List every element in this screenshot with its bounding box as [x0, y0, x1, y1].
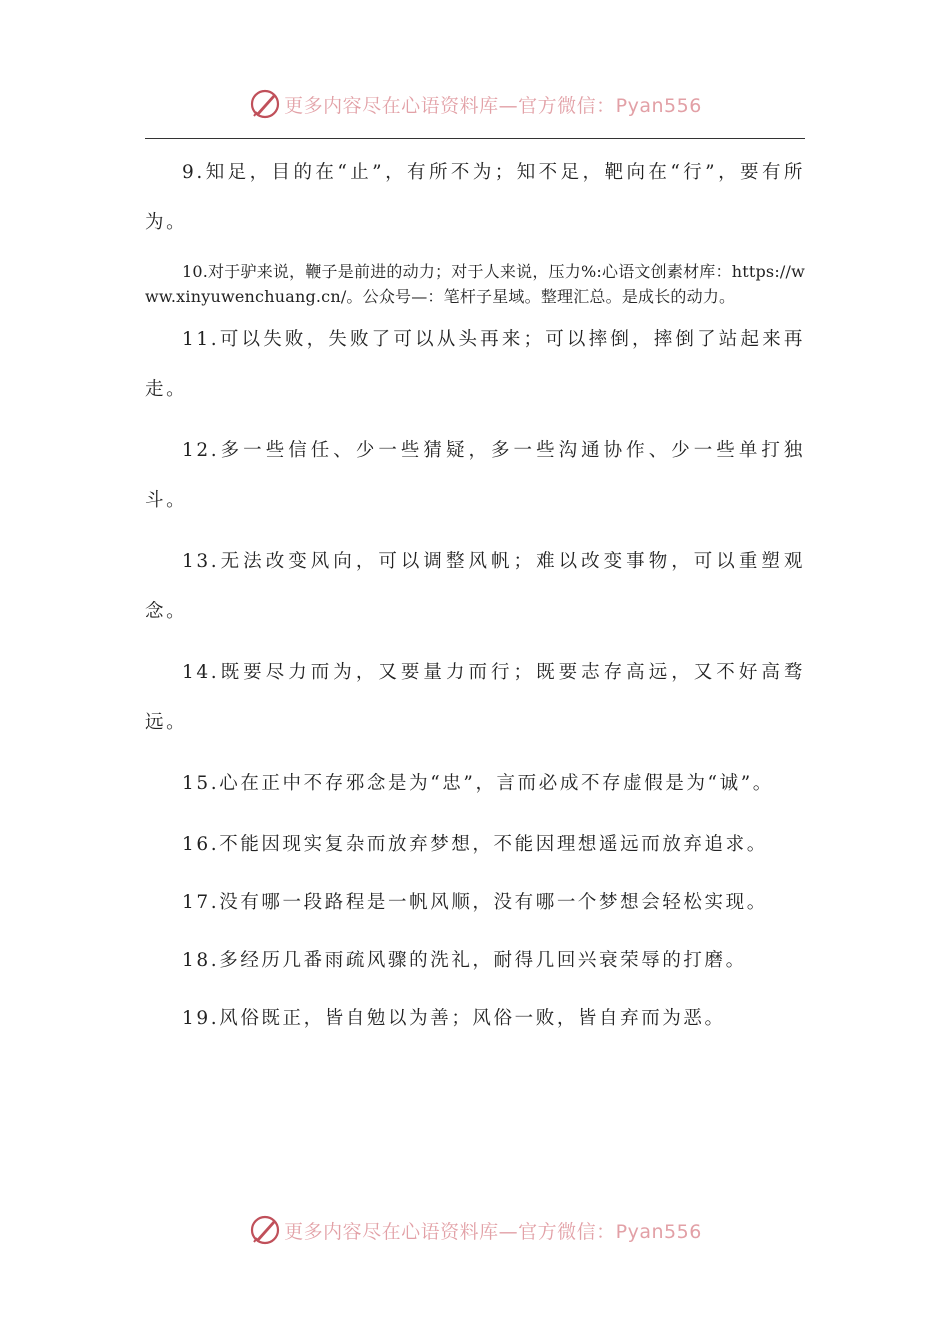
list-item: 11.可以失败，失败了可以从头再来；可以摔倒，摔倒了站起来再走。	[145, 329, 805, 400]
list-item: 16.不能因现实复杂而放弃梦想，不能因理想遥远而放弃追求。	[182, 834, 768, 855]
list-item: 17.没有哪一段路程是一帆风顺，没有哪一个梦想会轻松实现。	[182, 892, 768, 913]
quill-logo-icon	[248, 87, 282, 121]
header-banner	[0, 84, 950, 124]
list-item: 15.心在正中不存邪念是为“忠”，言而必成不存虚假是为“诚”。	[182, 773, 774, 794]
list-item: 13.无法改变风向，可以调整风帆；难以改变事物，可以重塑观念。	[145, 551, 805, 622]
header-banner-text: 更多内容尽在心语资料库—官方微信：Pyan556	[284, 94, 702, 117]
list-item: 9.知足，目的在“止”，有所不为；知不足，靶向在“行”，要有所为。	[145, 162, 805, 233]
list-item: 12.多一些信任、少一些猜疑，多一些沟通协作、少一些单打独斗。	[145, 440, 805, 511]
document-body	[145, 148, 805, 1052]
list-item: 14.既要尽力而为，又要量力而行；既要志存高远，又不好高骛远。	[145, 662, 805, 733]
header-divider	[145, 138, 805, 139]
list-item: 19.风俗既正，皆自勉以为善；风俗一败，皆自弃而为恶。	[182, 1008, 726, 1029]
quill-logo-icon	[248, 1213, 282, 1247]
footer-banner-text: 更多内容尽在心语资料库—官方微信：Pyan556	[284, 1220, 702, 1243]
list-item: 18.多经历几番雨疏风骤的洗礼，耐得几回兴衰荣辱的打磨。	[182, 950, 747, 971]
list-item: 10.对于驴来说，鞭子是前进的动力；对于人来说，压力%:心语文创素材库：https://www.xinyuwenchuang.cn/。公众号—：笔杆子星域。整理汇总。是成长的动力。	[145, 262, 805, 306]
footer-banner	[0, 1210, 950, 1250]
